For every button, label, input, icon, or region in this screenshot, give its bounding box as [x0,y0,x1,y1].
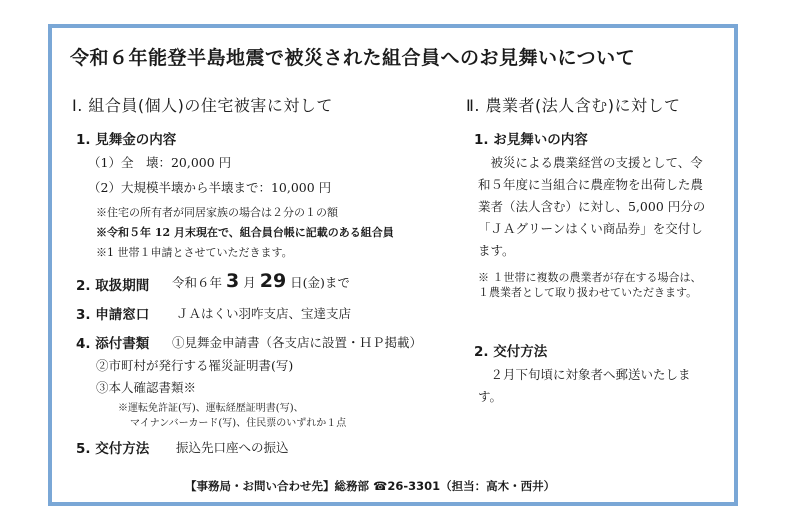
left-s4-doc1: ①見舞金申請書（各支店に設置・ＨＰ掲載） [172,335,423,350]
period-prefix: 令和６年 [172,275,223,290]
right-s1-note: ※ １世帯に複数の農業者が存在する場合は、１農業者として取り扱わせていただきます。 [478,271,702,299]
footer-contact-label: 【事務局・お問い合わせ先】総務部 [185,479,369,493]
left-heading: Ⅰ. 組合員(個人)の住宅被害に対して [72,96,333,115]
left-s2-value [172,270,350,292]
footer-phone: 26-3301（担当：高木・西井） [387,479,556,493]
telephone-icon: ☎ [373,479,388,493]
page-title: 令和６年能登半島地震で被災された組合員へのお見舞いについて [70,47,636,69]
left-s1-item1: （1）全 壊：20,000 円 [88,155,232,170]
right-s1-para: 被災による農業経営の支援として、令和５年度に当組合に農産物を出荷した農業者（法人含む）に対し、5,000 円分の「ＪＡグリーンはくい商品券」を交付します。 [478,155,706,258]
left-s4-doc3: ③本人確認書類※ [96,380,197,395]
left-s4-doc2: ②市町村が発行する罹災証明書(写) [96,358,294,373]
period-month: 3 [226,270,240,292]
right-s2-para: ２月下旬頃に対象者へ郵送いたします。 [478,367,691,404]
left-s1-note1: ※住宅の所有者が同居家族の場合は２分の１の額 [96,206,338,219]
left-s1-item2: （2）大規模半壊から半壊まで：10,000 円 [88,180,332,195]
right-heading: Ⅱ. 農業者(法人含む)に対して [466,96,681,115]
right-s1-label: 1. お見舞いの内容 [474,132,588,148]
left-s2-label: 2. 取扱期間 [76,278,150,294]
left-s4-sub2: マイナンバーカード(写)、住民票のいずれか１点 [130,418,347,429]
footer-contact [185,478,555,494]
period-day: 29 [259,270,287,292]
period-month-unit: 月 [243,275,256,290]
right-s2-label: 2. 交付方法 [474,344,548,360]
left-s3-label: 3. 申請窓口 [76,307,150,323]
left-s3-value: ＪＡはくい羽咋支店、宝達支店 [176,306,352,321]
left-s1-note3: ※1 世帯１申請とさせていただきます。 [96,246,293,259]
left-s4-sub1: ※運転免許証(写)、運転経歴証明書(写)、 [118,403,304,414]
left-s5-value: 振込先口座への振込 [176,440,289,455]
left-s1-label: 1. 見舞金の内容 [76,132,177,148]
left-s1-note2: ※令和５年 12 月末現在で、組合員台帳に記載のある組合員 [96,226,394,239]
left-s4-label: 4. 添付書類 [76,336,150,352]
left-s5-label: 5. 交付方法 [76,441,150,457]
period-suffix: 日(金)まで [290,275,350,290]
